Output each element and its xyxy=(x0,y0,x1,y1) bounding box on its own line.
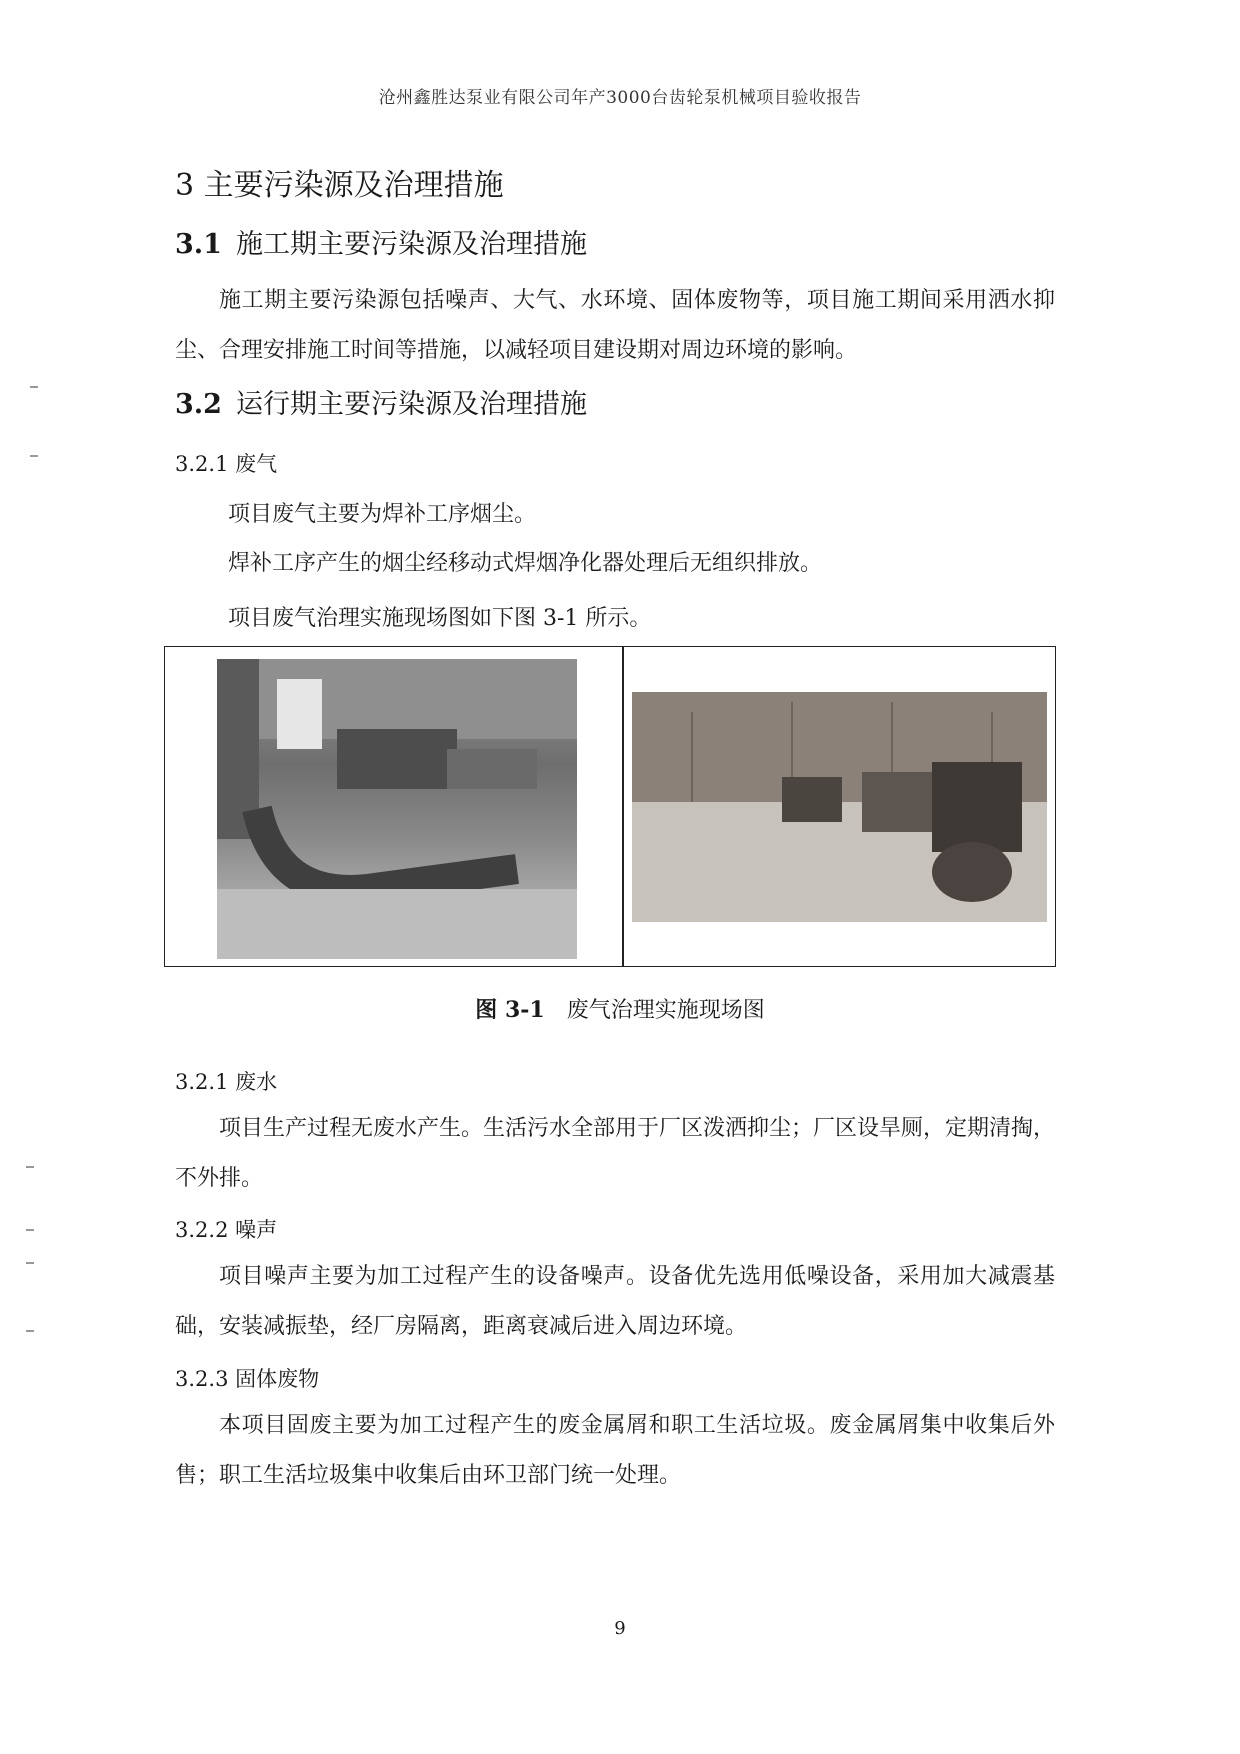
figure-3-1 xyxy=(164,646,1056,967)
workshop-photo-right xyxy=(632,692,1047,922)
gas-line-3: 项目废气治理实施现场图如下图 3-1 所示。 xyxy=(228,606,652,631)
workshop-photo-left xyxy=(217,659,577,959)
section-3-1-paragraph: 施工期主要污染源包括噪声、大气、水环境、固体废物等，项目施工期间采用洒水抑尘、合理安排施工时间等措施，以减轻项目建设期对周边环境的影响。 xyxy=(175,288,1055,363)
section-3-1-number: 3.1 xyxy=(175,229,222,260)
scan-mark xyxy=(26,1330,34,1332)
water-paragraph: 项目生产过程无废水产生。生活污水全部用于厂区泼洒抑尘；厂区设旱厕，定期清掏，不外排。 xyxy=(175,1116,1056,1191)
scan-mark xyxy=(30,386,38,388)
page-number: 9 xyxy=(614,1618,626,1639)
section-3-title: 3 主要污染源及治理措施 xyxy=(175,168,504,203)
workshop-photo-right-art xyxy=(632,692,1047,922)
section-3-2-number: 3.2 xyxy=(175,389,222,420)
section-3-1-title: 施工期主要污染源及治理措施 xyxy=(235,229,587,260)
page-header: 沧州鑫胜达泵业有限公司年产3000台齿轮泵机械项目验收报告 xyxy=(378,88,862,108)
section-3-2-heading xyxy=(175,382,587,421)
gas-line-1: 项目废气主要为焊补工序烟尘。 xyxy=(228,502,537,527)
solid-waste-heading: 3.2.3 固体废物 xyxy=(175,1367,320,1391)
figure-caption-text: 废气治理实施现场图 xyxy=(566,998,765,1023)
scan-mark xyxy=(26,1229,34,1231)
figure-divider xyxy=(622,647,624,966)
section-3-2-title: 运行期主要污染源及治理措施 xyxy=(235,389,587,420)
gas-heading: 3.2.1 废气 xyxy=(175,452,278,476)
workshop-photo-left-art xyxy=(217,659,577,959)
scan-mark xyxy=(30,455,38,457)
figure-number: 图 3-1 xyxy=(475,997,545,1023)
noise-heading: 3.2.2 噪声 xyxy=(175,1218,278,1242)
gas-line-2: 焊补工序产生的烟尘经移动式焊烟净化器处理后无组织排放。 xyxy=(228,551,823,576)
scan-mark xyxy=(26,1166,34,1168)
scan-mark xyxy=(26,1262,34,1264)
water-heading: 3.2.1 废水 xyxy=(175,1070,278,1094)
figure-caption xyxy=(0,993,1240,1024)
noise-paragraph: 项目噪声主要为加工过程产生的设备噪声。设备优先选用低噪设备，采用加大减震基础，安装减振垫，经厂房隔离，距离衰减后进入周边环境。 xyxy=(175,1264,1055,1339)
section-3-1-heading xyxy=(175,222,587,261)
solid-waste-paragraph: 本项目固废主要为加工过程产生的废金属屑和职工生活垃圾。废金属屑集中收集后外售；职工生活垃圾集中收集后由环卫部门统一处理。 xyxy=(175,1413,1055,1488)
